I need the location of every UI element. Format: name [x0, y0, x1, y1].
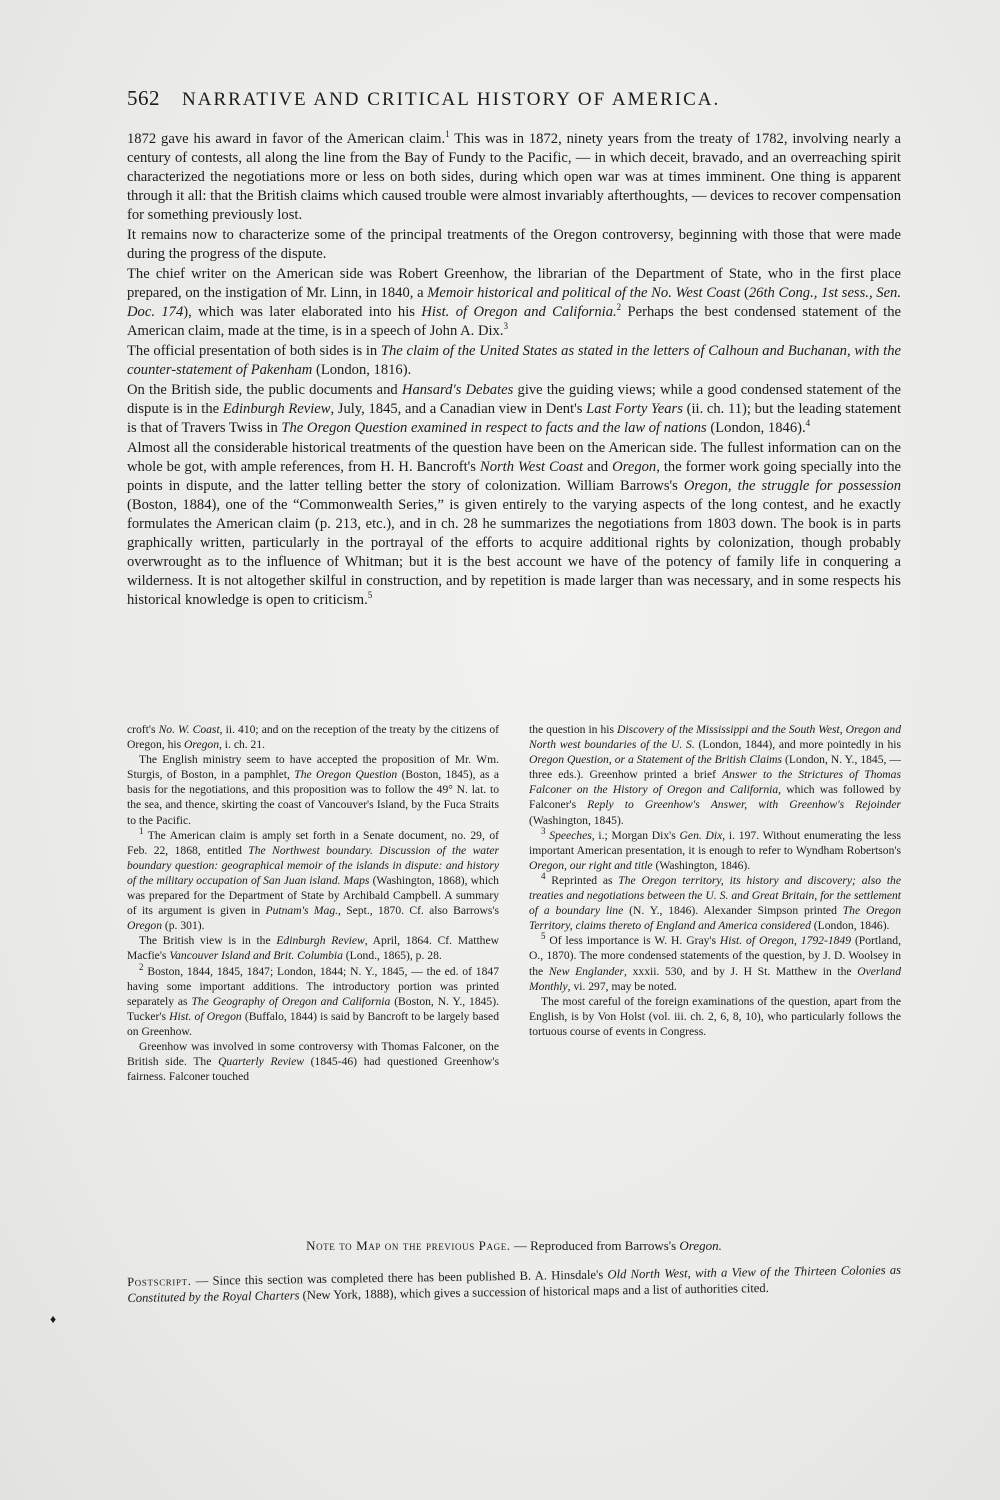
footnote-paragraph — [127, 1039, 499, 1084]
footnote-paragraph — [529, 933, 901, 993]
text-run: , i.; Morgan Dix's — [591, 828, 680, 842]
text-run: , ii. 410; and on the reception of the treaty by the citizens of Oregon, his — [127, 723, 500, 752]
text-run: (ii. ch. 11); but the leading statement is that of Travers Twiss in — [127, 401, 901, 436]
italic-text: 26th Cong., 1st sess., Sen. Doc. 174 — [127, 285, 901, 320]
paragraph — [127, 342, 901, 380]
text-run: (London, 1844), and more pointedly in his — [694, 738, 901, 752]
italic-text: Memoir historical and political of the No. West Coast — [427, 285, 741, 301]
italic-text: Oregon, our right and title — [529, 858, 653, 872]
postscript — [127, 1262, 901, 1306]
text-run: (Washington, 1868), which was prepared for the Department of State by Archibald Campbell. A summary of its argument is given in — [127, 873, 499, 918]
italic-text: Hansard's Debates — [401, 382, 514, 398]
text-run: , vi. 297, may be noted. — [567, 979, 677, 993]
text-run: 1872 gave his award in favor of the American claim. — [127, 131, 446, 147]
paragraph — [127, 265, 901, 341]
paragraph — [127, 439, 901, 610]
text-run: the question in his — [529, 723, 617, 736]
text-run: It remains now to characterize some of the principal treatments of the Oregon controversy, beginning with those that were made during the progress of the dispute. — [127, 227, 901, 262]
footnote-paragraph — [127, 825, 499, 934]
text-run: , xxxii. 530, and by J. H St. Matthew in the — [624, 964, 858, 978]
text-run: Postscript. — [127, 1273, 192, 1289]
footnote-paragraph — [127, 961, 500, 1039]
italic-text: Old North West, with a View of the Thirteen Colonies as Constituted by the Royal Charters — [127, 1262, 902, 1305]
text-run: (New York, 1888), which gives a succession of historical maps and a list of authorities cited. — [299, 1280, 769, 1303]
text-run: (Portland, O., 1870). The more condensed statements of the question, by J. D. Woolsey in the — [529, 934, 901, 978]
text-run: The English ministry seem to have accepted the proposition of Mr. Wm. Sturgis, of Boston, in a pamphlet, — [127, 753, 499, 782]
text-run: Of less importance is W. H. Gray's — [545, 934, 720, 948]
paragraph — [127, 381, 901, 438]
footnote-marker: 5 — [367, 590, 373, 601]
italic-text: Hist. of Oregon — [169, 1009, 242, 1023]
text-run: This was in 1872, ninety years from the treaty of 1782, involving nearly a century of contests, all along the line from the Bay of Fundy to the Pacific, — in which deceit, bravado, and an overreaching spirit characterized the negotiations more or less on both sides, during which open war was at times imminent. One thing is apparent through it all: that the British claims which caused trouble were almost invariably afterthoughts, — devices to recover compensation for something previously lost. — [127, 131, 901, 223]
text-run: , i. ch. 21. — [219, 738, 266, 752]
italic-text: Edinburgh Review — [222, 401, 331, 417]
map-note — [127, 1238, 901, 1254]
italic-text: The Oregon Question — [294, 768, 398, 782]
italic-text: Gen. Dix — [679, 828, 723, 842]
page-number: 562 — [127, 86, 160, 110]
italic-text: The Oregon Question examined in respect to facts and the law of nations — [281, 420, 707, 436]
footnote-paragraph — [529, 722, 901, 828]
text-run: — Reproduced from Barrows's — [510, 1238, 680, 1253]
text-run: Reprinted as — [545, 873, 619, 887]
text-run: and — [583, 459, 613, 475]
text-run: Greenhow was involved in some controversy with Thomas Falconer, on the British side. The — [127, 1039, 499, 1069]
text-run: (1845-46) had questioned Greenhow's fairness. Falconer touched — [127, 1055, 499, 1084]
footnote-marker: 1 — [139, 825, 144, 836]
text-run: (London, 1846). — [810, 919, 890, 933]
text-run: The most careful of the foreign examinations of the question, apart from the English, is by Von Holst (vol. iii. ch. 2, 6, 8, 10), who particularly follows the tortuous course of events in Congress. — [529, 994, 901, 1038]
text-run: , Sept., 1870. Cf. also Barrows's — [338, 904, 499, 918]
italic-text: The Northwest boundary. Discussion of the water boundary question: geographical memoir of the islands in dispute: and history of the military occupation of San Juan island. Maps — [127, 843, 499, 887]
footnote-paragraph — [529, 825, 901, 873]
italic-text: Putnam's Mag. — [265, 904, 339, 918]
text-run: (Washington, 1846). — [652, 858, 751, 872]
text-run: The chief writer on the American side was Robert Greenhow, the librarian of the Department of State, who in the first place prepared, on the instigation of Mr. Linn, in 1840, a — [127, 266, 901, 301]
text-run: Perhaps the best condensed statement of the American claim, made at the time, is in a speech of John A. Dix. — [127, 304, 901, 339]
italic-text: The claim of the United States as stated in the letters of Calhoun and Buchanan, with the counter-statement of Pakenham — [127, 343, 902, 378]
paragraph — [127, 130, 901, 225]
italic-text: Discovery of the Mississippi and the South West, Oregon and North west boundaries of the U. S. — [529, 723, 902, 752]
italic-text: The Oregon Territory, claims thereto of England and America considered — [529, 904, 901, 933]
text-run: Note to Map on the previous Page. — [306, 1238, 511, 1253]
text-run: (London, N. Y., 1845, — three eds.). Greenhow printed a brief — [529, 753, 902, 782]
italic-text: Oregon. — [679, 1238, 722, 1253]
text-run: , April, 1864. Cf. Matthew Macfie's — [127, 934, 499, 963]
footnote-marker: 2 — [139, 961, 144, 972]
footnote-marker: 3 — [503, 321, 508, 332]
italic-text: No. W. Coast — [158, 723, 220, 736]
footnote-paragraph — [529, 873, 901, 933]
text-run: Boston, 1844, 1845, 1847; London, 1844; N. Y., 1845, — the ed. of 1847 having some important additions. The introductory portion was printed separately as — [127, 964, 499, 1008]
italic-text: Oregon — [127, 919, 162, 933]
italic-text: Edinburgh Review — [276, 934, 365, 948]
footnote-marker: 5 — [541, 931, 546, 942]
italic-text: New Englander — [548, 964, 625, 978]
text-run: , July, 1845, and a Canadian view in Dent's — [330, 401, 587, 417]
text-run: (Lond., 1865), p. 28. — [342, 949, 442, 963]
text-run: On the British side, the public documents and — [127, 382, 402, 398]
text-run: , which was followed by Falconer's — [529, 783, 901, 812]
main-text — [127, 130, 901, 610]
text-run: ), which was later elaborated into his — [183, 304, 422, 320]
footnote-paragraph — [529, 994, 901, 1039]
text-run: (Boston, 1845), as a basis for the negotiations, and this proposition was to follow the 49° N. lat. to the sea, and thence, skirting the coast of Vancouver's Island, by the Fuca Straits to the Pacific. — [127, 768, 499, 827]
text-run: (Boston, N. Y., 1845). Tucker's — [127, 994, 499, 1023]
italic-text: Oregon, the struggle for possession — [683, 478, 901, 494]
page-header — [127, 86, 907, 116]
italic-text: Speeches — [549, 828, 592, 842]
footnote-paragraph — [127, 752, 499, 827]
footnote-marker: 2 — [616, 302, 622, 313]
text-run: (Boston, 1884), one of the “Commonwealth Series,” is given entirely to the varying aspects of the long contest, and he exactly formulates the American claim (p. 213, etc.), and in ch. 28 he summarizes the negotiations from 1803 down. The book is in parts graphically written, particularly in the portrayal of the efforts to acquire additional rights by colonization, though probably overwrought as to the influence of Whitman; but it is the best account we have of the potency of family life in conquering a wilderness. It is not altogether skilful in construction, and by repetition is made larger than was necessary, and in some respects his historical knowledge is open to criticism. — [127, 497, 901, 608]
italic-text: Hist. of Oregon and California. — [421, 304, 617, 320]
italic-text: Overland Monthly — [529, 964, 901, 993]
margin-mark: ♦ — [50, 1312, 57, 1326]
text-run: (London, 1846). — [706, 420, 806, 436]
italic-text: Oregon — [184, 738, 219, 752]
footnote-marker: 4 — [541, 871, 546, 882]
text-run: The official presentation of both sides is in — [127, 343, 381, 359]
text-run: Almost all the considerable historical treatments of the question have been on the American side. The fullest information can on the whole be got, with ample references, from H. H. Bancroft's — [127, 440, 901, 475]
italic-text: The Oregon territory, its history and discovery; also the treaties and negotiations between the U. S. and Great Britain, for the settlement of a boundary line — [529, 873, 901, 918]
text-run: (p. 301). — [162, 919, 205, 933]
italic-text: North West Coast — [479, 459, 584, 475]
italic-text: Last Forty Years — [586, 401, 683, 417]
footnote-marker: 4 — [805, 418, 811, 429]
footnotes — [127, 722, 901, 1182]
italic-text: Vancouver Island and Brit. Columbia — [169, 949, 343, 963]
italic-text: Reply to Greenhow's Answer, with Greenhow's Rejoinder — [587, 798, 901, 812]
running-head: NARRATIVE AND CRITICAL HISTORY OF AMERICA. — [182, 89, 721, 110]
text-run: The American claim is amply set forth in a Senate document, no. 29, of Feb. 22, 1868, entitled — [127, 828, 499, 857]
italic-text: The Geography of Oregon and California — [191, 994, 391, 1008]
footnote-paragraph — [127, 722, 499, 752]
footnote-marker: 1 — [445, 129, 450, 140]
footnotes-left-column — [127, 722, 499, 1182]
text-run: (London, 1816). — [312, 362, 412, 378]
footnote-marker: 3 — [541, 825, 546, 836]
footnote-paragraph — [127, 933, 499, 963]
text-run: (Washington, 1845). — [529, 813, 624, 827]
text-run: ( — [740, 285, 749, 301]
footnotes-right-column — [529, 722, 901, 1182]
italic-text: Oregon — [612, 459, 657, 475]
paragraph — [127, 226, 901, 264]
italic-text: Oregon Question, or a Statement of the British Claims — [529, 753, 783, 767]
text-run: give the guiding views; while a good condensed statement of the dispute is in the — [127, 382, 901, 417]
text-run: croft's — [127, 723, 159, 736]
italic-text: Answer to the Strictures of Thomas Falconer on the History of Oregon and California — [529, 768, 901, 797]
text-run: , the former work going specially into the points in dispute, and the latter telling better the story of colonization. William Barrows's — [127, 459, 901, 494]
italic-text: Hist. of Oregon, 1792-1849 — [719, 934, 852, 948]
text-run: , i. 197. Without enumerating the less important American presentation, it is enough to refer to Wyndham Robertson's — [529, 828, 901, 857]
text-run: (N. Y., 1846). Alexander Simpson printed — [623, 904, 843, 918]
text-run: The British view is in the — [139, 934, 277, 948]
text-run: — Since this section was completed there has been published B. A. Hinsdale's — [191, 1267, 608, 1288]
text-run: (Buffalo, 1844) is said by Bancroft to be largely based on Greenhow. — [127, 1009, 500, 1038]
italic-text: Quarterly Review — [218, 1055, 304, 1069]
